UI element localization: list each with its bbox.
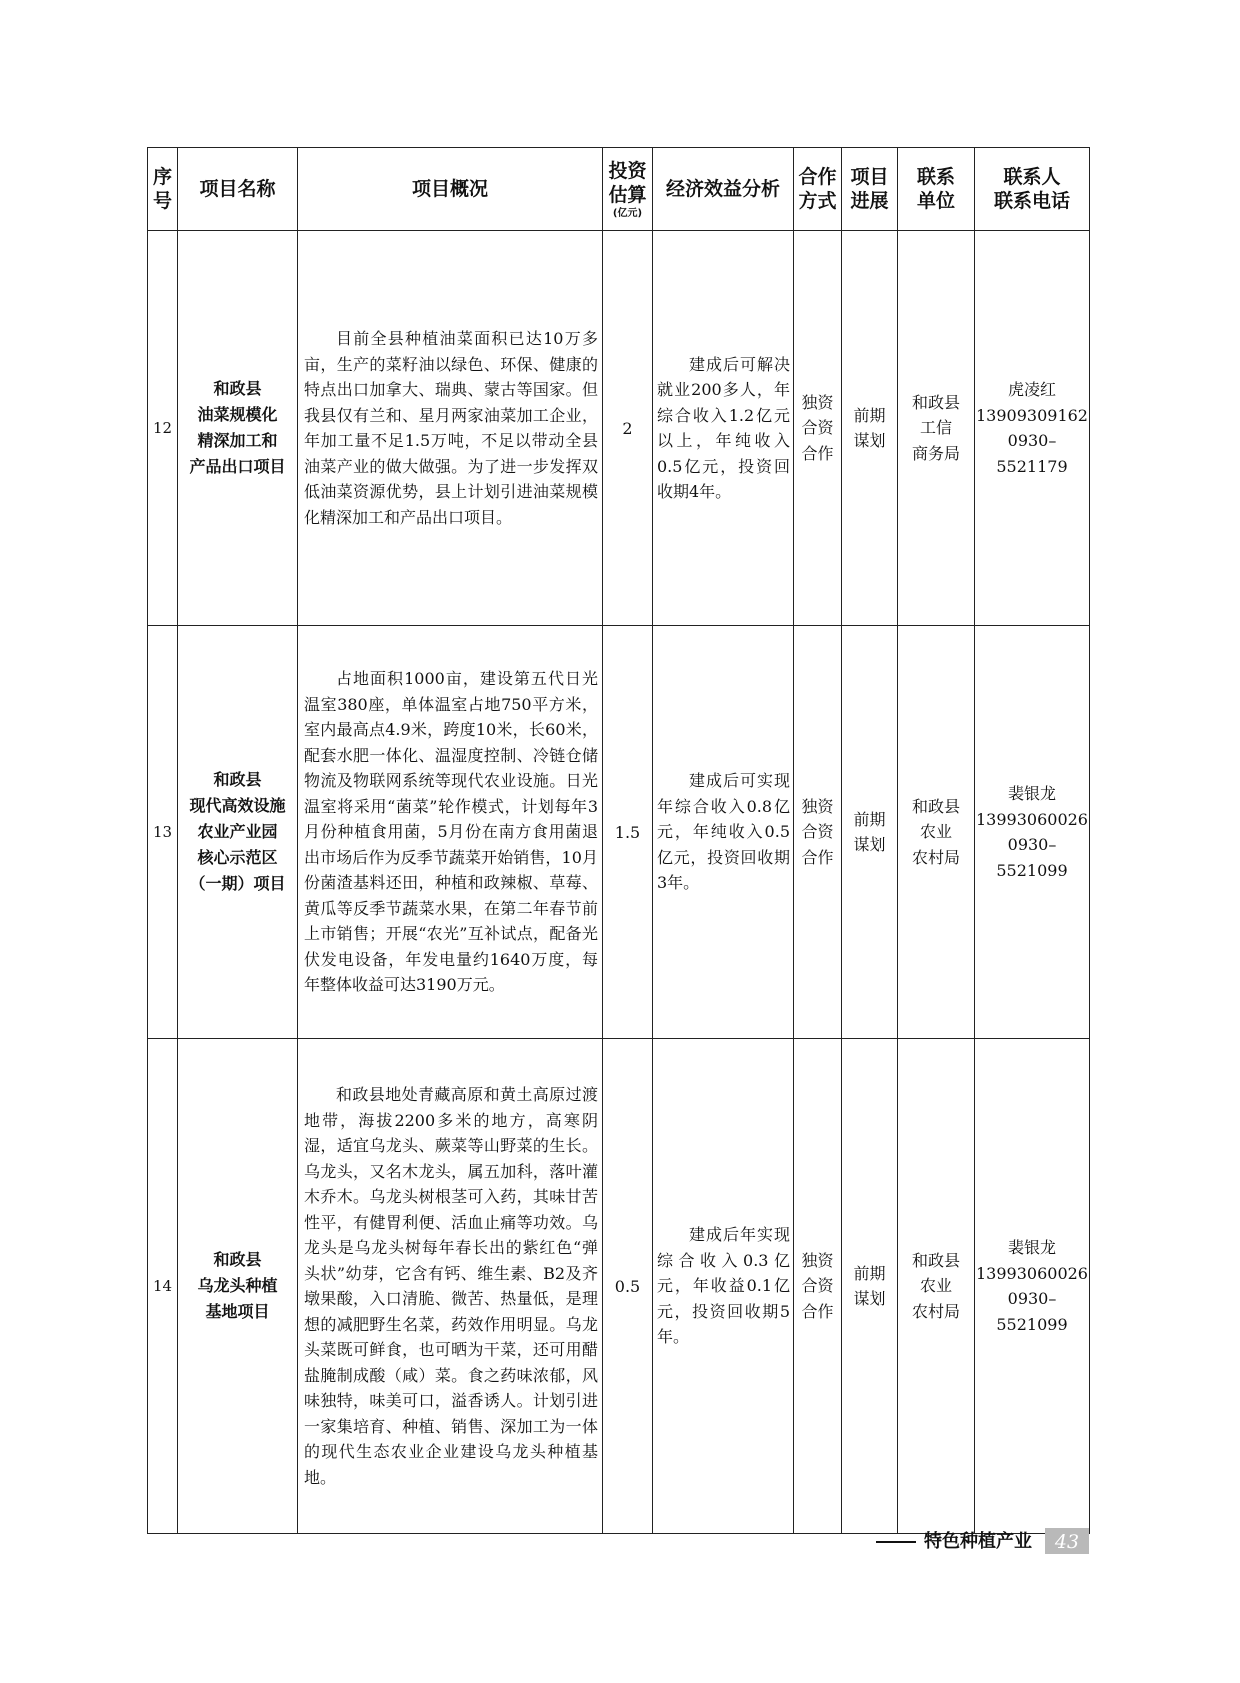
header-contact: 联系人 联系电话 bbox=[975, 148, 1090, 231]
project-progress: 前期 谋划 bbox=[842, 231, 898, 626]
table-row bbox=[148, 231, 1090, 626]
project-name: 和政县 现代高效设施 农业产业园 核心示范区 （一期）项目 bbox=[178, 626, 298, 1039]
project-name: 和政县 乌龙头种植 基地项目 bbox=[178, 1039, 298, 1534]
page-number: 43 bbox=[1045, 1528, 1089, 1554]
investment-estimate: 0.5 bbox=[603, 1039, 653, 1534]
economic-analysis: 建成后可实现年综合收入0.8亿元，年纯收入0.5亿元，投资回收期3年。 bbox=[653, 626, 794, 1039]
cooperation-mode: 独资 合资 合作 bbox=[794, 1039, 842, 1534]
row-number: 12 bbox=[148, 231, 178, 626]
contact-person-phone: 虎凌红 13909309162 0930–5521179 bbox=[975, 231, 1090, 626]
project-description: 和政县地处青藏高原和黄土高原过渡地带，海拔2200多米的地方，高寒阴湿，适宜乌龙头、蕨菜等山野菜的生长。乌龙头，又名木龙头，属五加科，落叶灌木乔木。乌龙头树根茎可入药，其味甘苦性平，有健胃利便、活血止痛等功效。乌龙头是乌龙头树每年春长出的紫红色“弹头状”幼芽，它含有钙、维生素、B2及齐墩果酸，入口清脆、微苦、热量低，是理想的减肥野生名菜，药效作用明显。乌龙头菜既可鲜食，也可晒为干菜，还可用醋盐腌制成酸（咸）菜。食之药味浓郁，风味独特，味美可口，溢香诱人。计划引进一家集培育、种植、销售、深加工为一体的现代生态农业企业建设乌龙头种植基地。 bbox=[298, 1039, 603, 1534]
header-no: 序 号 bbox=[148, 148, 178, 231]
contact-unit: 和政县 农业 农村局 bbox=[898, 1039, 975, 1534]
investment-estimate: 1.5 bbox=[603, 626, 653, 1039]
header-econ: 经济效益分析 bbox=[653, 148, 794, 231]
investment-estimate: 2 bbox=[603, 231, 653, 626]
table-header-row bbox=[148, 148, 1090, 231]
cooperation-mode: 独资 合资 合作 bbox=[794, 626, 842, 1039]
projects-table bbox=[147, 147, 1090, 1534]
economic-analysis: 建成后年实现综合收入0.3亿元，年收益0.1亿元，投资回收期5年。 bbox=[653, 1039, 794, 1534]
contact-unit: 和政县 农业 农村局 bbox=[898, 626, 975, 1039]
project-description: 目前全县种植油菜面积已达10万多亩，生产的菜籽油以绿色、环保、健康的特点出口加拿大、瑞典、蒙古等国家。但我县仅有兰和、星月两家油菜加工企业，年加工量不足1.5万吨，不足以带动全县油菜产业的做大做强。为了进一步发挥双低油菜资源优势，县上计划引进油菜规模化精深加工和产品出口项目。 bbox=[298, 231, 603, 626]
project-name: 和政县 油菜规模化 精深加工和 产品出口项目 bbox=[178, 231, 298, 626]
footer-dash bbox=[876, 1541, 916, 1543]
contact-person-phone: 裴银龙 13993060026 0930–5521099 bbox=[975, 626, 1090, 1039]
header-mode: 合作 方式 bbox=[794, 148, 842, 231]
header-progress: 项目 进展 bbox=[842, 148, 898, 231]
table-row bbox=[148, 626, 1090, 1039]
row-number: 14 bbox=[148, 1039, 178, 1534]
contact-unit: 和政县 工信 商务局 bbox=[898, 231, 975, 626]
project-progress: 前期 谋划 bbox=[842, 626, 898, 1039]
header-name: 项目名称 bbox=[178, 148, 298, 231]
footer-section-title: 特色种植产业 bbox=[876, 1530, 1032, 1554]
cooperation-mode: 独资 合资 合作 bbox=[794, 231, 842, 626]
project-description: 占地面积1000亩，建设第五代日光温室380座，单体温室占地750平方米，室内最高点4.9米，跨度10米，长60米，配套水肥一体化、温湿度控制、冷链仓储物流及物联网系统等现代农业设施。日光温室将采用“菌菜”轮作模式，计划每年3月份种植食用菌，5月份在南方食用菌退出市场后作为反季节蔬菜开始销售，10月份菌渣基料还田，种植和政辣椒、草莓、黄瓜等反季节蔬菜水果，在第二年春节前上市销售；开展“农光”互补试点，配备光伏发电设备，年发电量约1640万度，每年整体收益可达3190万元。 bbox=[298, 626, 603, 1039]
header-invest: 投资 估算 (亿元) bbox=[603, 148, 653, 231]
header-desc: 项目概况 bbox=[298, 148, 603, 231]
economic-analysis: 建成后可解决就业200多人，年综合收入1.2亿元以上，年纯收入0.5亿元，投资回收期4年。 bbox=[653, 231, 794, 626]
project-progress: 前期 谋划 bbox=[842, 1039, 898, 1534]
contact-person-phone: 裴银龙 13993060026 0930–5521099 bbox=[975, 1039, 1090, 1534]
header-unit: 联系 单位 bbox=[898, 148, 975, 231]
table-row bbox=[148, 1039, 1090, 1534]
row-number: 13 bbox=[148, 626, 178, 1039]
